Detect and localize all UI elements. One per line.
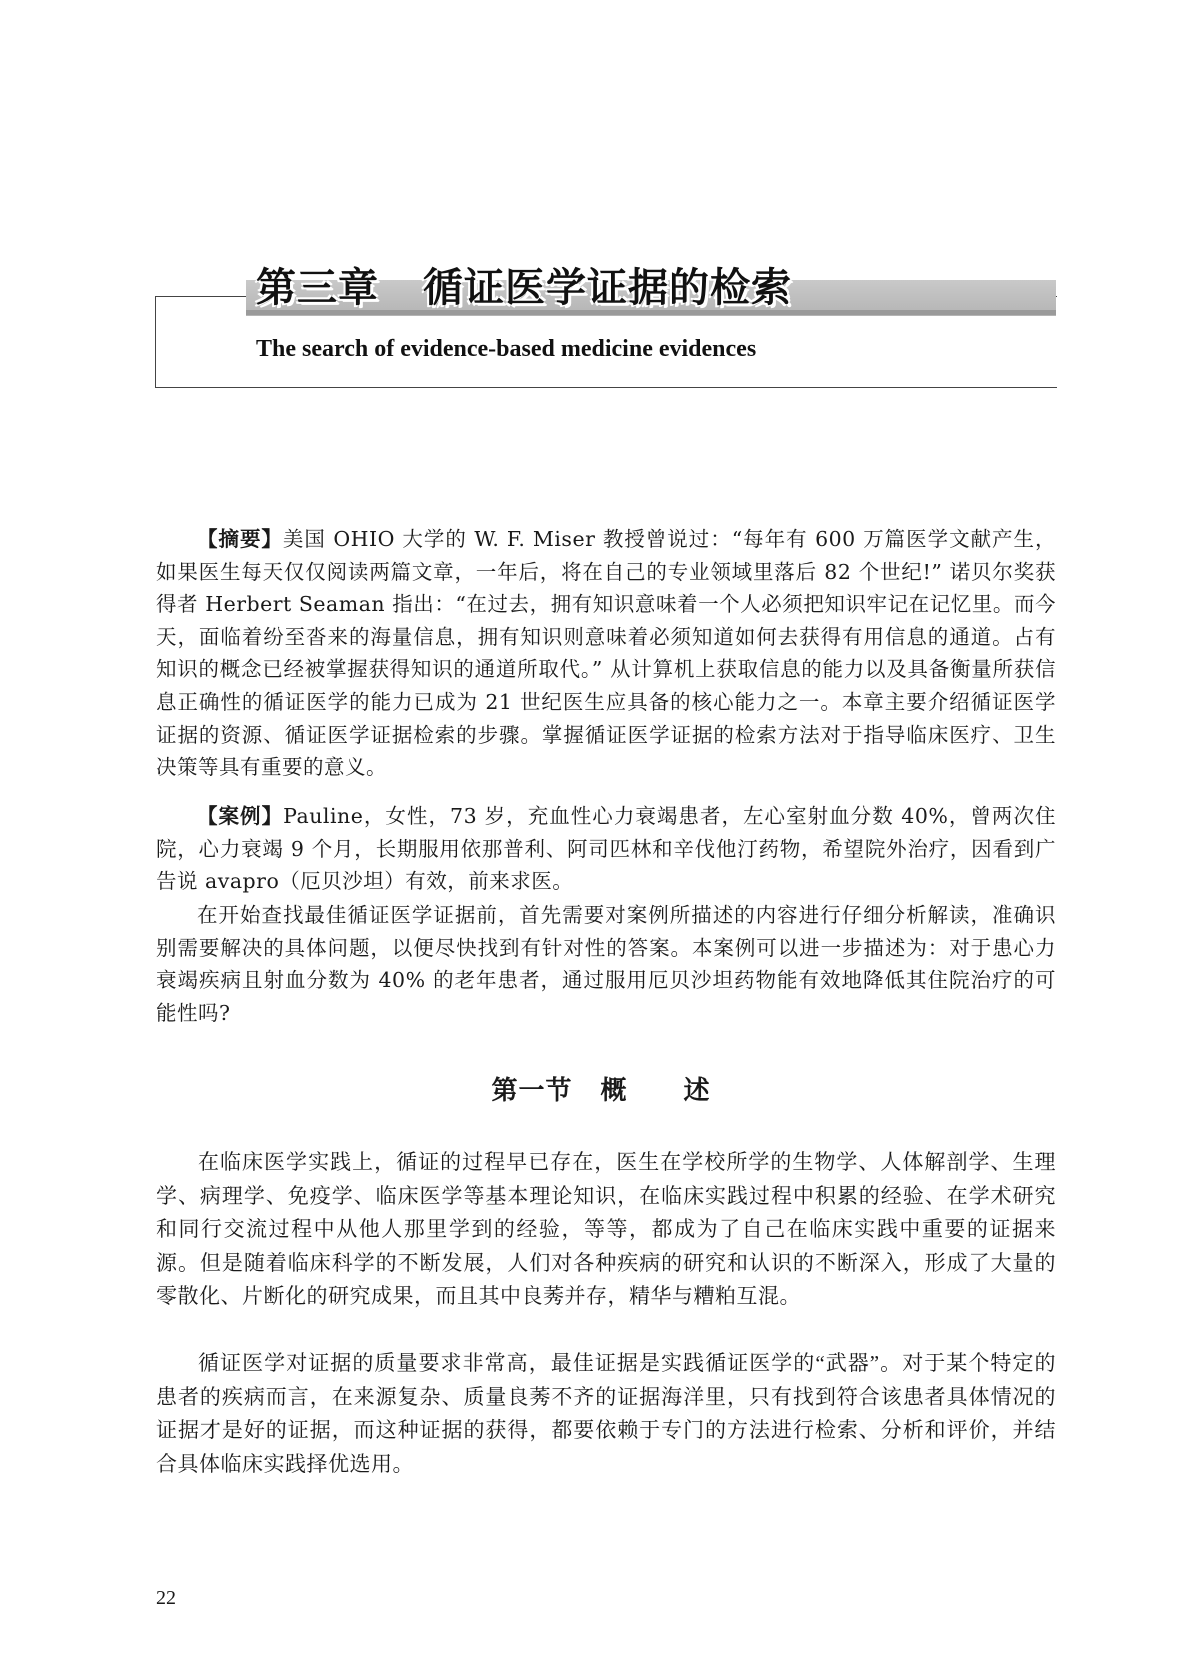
- case-paragraph: [156, 800, 1056, 898]
- page-number: 22: [156, 1587, 176, 1609]
- case-text: Pauline，女性，73 岁，充血性心力衰竭患者，左心室射血分数 40%，曾两次住院，心力衰竭 9 个月，长期服用依那普利、阿司匹林和辛伐他汀药物，希望院外治疗，因看到广告说 avapro（厄贝沙坦）有效，前来求医。: [156, 804, 1056, 894]
- chapter-title: [256, 256, 792, 313]
- chapter-title-text: 循证医学证据的检索: [423, 265, 792, 311]
- chapter-subtitle: The search of evidence-based medicine evidences: [256, 336, 757, 362]
- section-title: [0, 1070, 1202, 1107]
- abstract-label: 【摘要】: [197, 527, 283, 551]
- case-label: 【案例】: [197, 804, 284, 828]
- analysis-paragraph: 在开始查找最佳循证医学证据前，首先需要对案例所描述的内容进行仔细分析解读，准确识别需要解决的具体问题，以便尽快找到有针对性的答案。本案例可以进一步描述为：对于患心力衰竭疾病且射血分数为 40% 的老年患者，通过服用厄贝沙坦药物能有效地降低其住院治疗的可能性吗?: [156, 903, 1056, 1025]
- chapter-number: 第三章: [256, 265, 379, 311]
- section-title-char-1: 概: [600, 1076, 628, 1106]
- body-paragraph: 在临床医学实践上，循证的过程早已存在，医生在学校所学的生物学、人体解剖学、生理学、病理学、免疫学、临床医学等基本理论知识，在临床实践过程中积累的经验、在学术研究和同行交流过程中从他人那里学到的经验，等等，都成为了自己在临床实践中重要的证据来源。但是随着临床科学的不断发展，人们对各种疾病的研究和认识的不断深入，形成了大量的零散化、片断化的研究成果，而且其中良莠并存，精华与糟粕互混。: [156, 1150, 1056, 1308]
- body-paragraph: 循证医学对证据的质量要求非常高，最佳证据是实践循证医学的“武器”。对于某个特定的患者的疾病而言，在来源复杂、质量良莠不齐的证据海洋里，只有找到符合该患者具体情况的证据才是好的证据，而这种证据的获得，都要依赖于专门的方法进行检索、分析和评价，并结合具体临床实践择优选用。: [156, 1351, 1056, 1476]
- abstract-text: 美国 OHIO 大学的 W. F. Miser 教授曾说过：“每年有 600 万篇医学文献产生，如果医生每天仅仅阅读两篇文章，一年后，将在自己的专业领域里落后 82 个世纪!” 诺贝尔奖获得者 Herbert Seaman 指出：“在过去，拥有知识意味着一个人必须把知识牢记在记忆里。而今天，面临着纷至沓来的海量信息，拥有知识则意味着必须知道如何去获得有用信息的通道。占有知识的概念已经被掌握获得知识的通道所取代。” 从计算机上获取信息的能力以及具备衡量所获信息正确性的循证医学的能力已成为 21 世纪医生应具备的核心能力之一。本章主要介绍循证医学证据的资源、循证医学证据检索的步骤。掌握循证医学证据的检索方法对于指导临床医疗、卫生决策等具有重要的意义。: [156, 527, 1056, 780]
- abstract-paragraph: [156, 523, 1056, 784]
- section-title-char-2: 述: [683, 1076, 711, 1106]
- section-number: 第一节: [491, 1076, 573, 1106]
